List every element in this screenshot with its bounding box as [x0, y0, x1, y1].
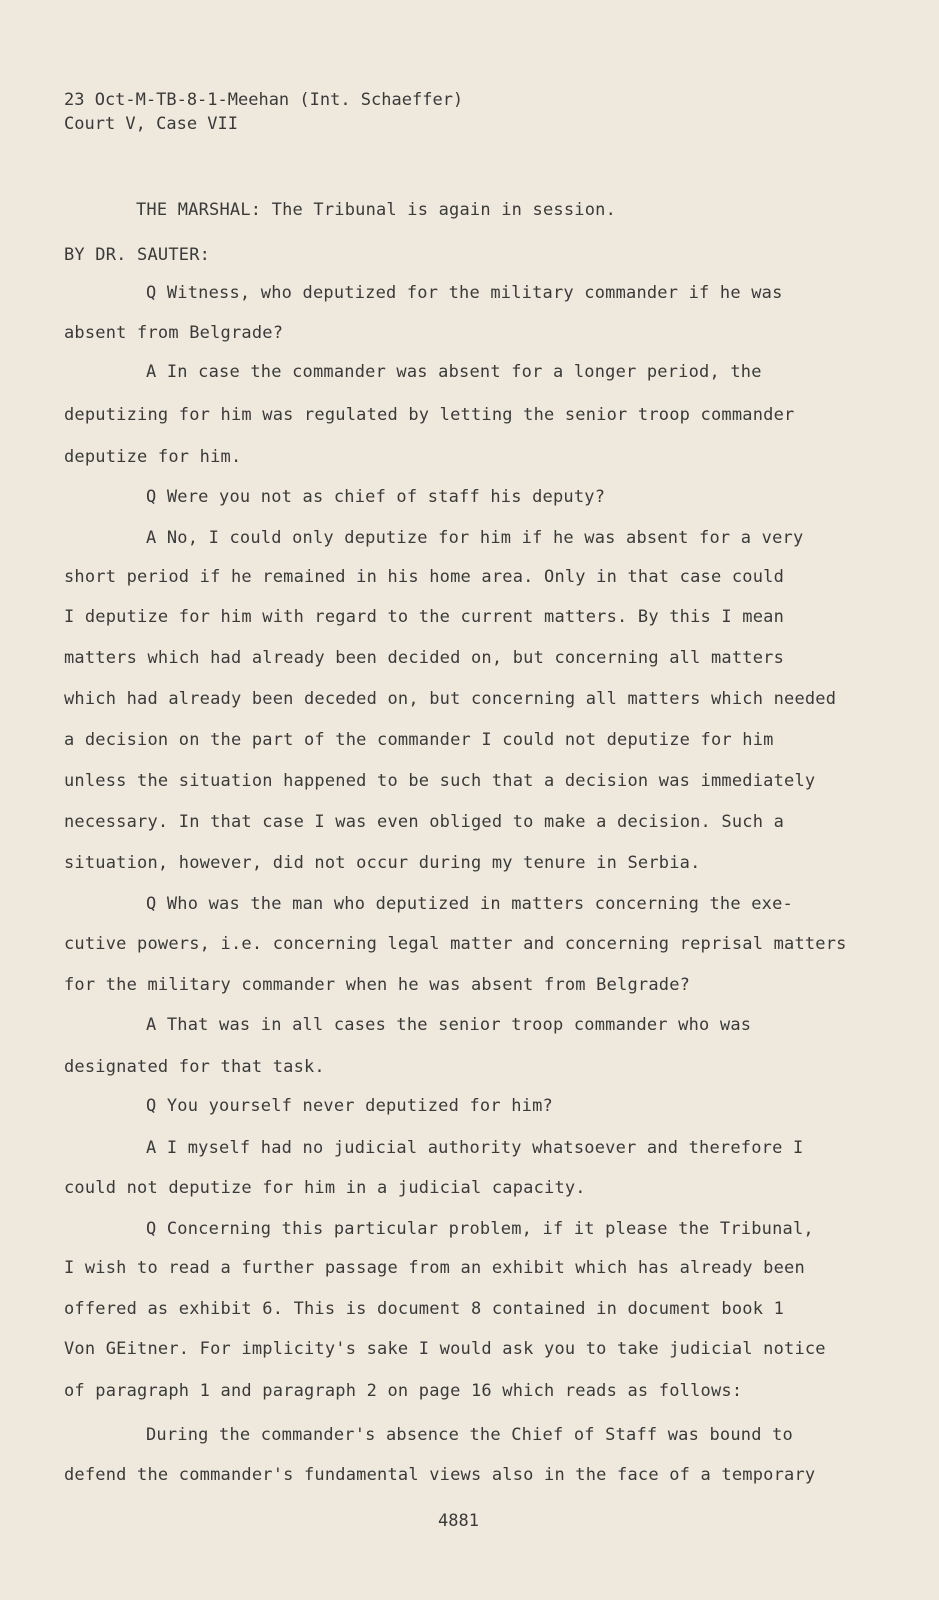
document-header [64, 88, 463, 136]
text-line: During the commander's absence the Chief of Staff was bound to [146, 1425, 793, 1445]
text-line: Q Witness, who deputized for the military commander if he was [146, 283, 783, 303]
text-line: I deputize for him with regard to the current matters. By this I mean [64, 607, 785, 627]
text-line: could not deputize for him in a judicial capacity. [64, 1178, 586, 1198]
text-line: I wish to read a further passage from an exhibit which has already been [64, 1258, 805, 1278]
text-line: A I myself had no judicial authority whatsoever and therefore I [146, 1138, 804, 1158]
text-line: a decision on the part of the commander I could not deputize for him [64, 730, 774, 750]
text-line: Von GEitner. For implicity's sake I would ask you to take judicial notice [64, 1339, 826, 1359]
text-line: situation, however, did not occur during my tenure in Serbia. [64, 853, 701, 873]
text-line: which had already been deceded on, but concerning all matters which needed [64, 689, 837, 709]
text-line: short period if he remained in his home area. Only in that case could [64, 567, 785, 587]
text-line: for the military commander when he was absent from Belgrade? [64, 975, 691, 995]
text-line: matters which had already been decided on, but concerning all matters [64, 648, 785, 668]
text-line: cutive powers, i.e. concerning legal matter and concerning reprisal matters [64, 934, 847, 954]
text-line: absent from Belgrade? [64, 323, 284, 343]
text-line: Q Were you not as chief of staff his deputy? [146, 487, 606, 507]
text-line: A No, I could only deputize for him if he was absent for a very [146, 528, 804, 548]
header-court-line: Court V, Case VII [64, 114, 238, 134]
text-line: Q Concerning this particular problem, if it please the Tribunal, [146, 1219, 814, 1239]
text-line: deputizing for him was regulated by letting the senior troop commander [64, 405, 795, 425]
text-line: of paragraph 1 and paragraph 2 on page 16 which reads as follows: [64, 1381, 743, 1401]
text-line: A That was in all cases the senior troop commander who was [146, 1015, 752, 1035]
text-line: deputize for him. [64, 447, 242, 467]
header-session-line: 23 Oct-M-TB-8-1-Meehan (Int. Schaeffer) [64, 90, 464, 110]
text-line: unless the situation happened to be such that a decision was immediately [64, 771, 816, 791]
text-line: A In case the commander was absent for a longer period, the [146, 362, 762, 382]
text-line: offered as exhibit 6. This is document 8 contained in document book 1 [64, 1299, 785, 1319]
text-line: necessary. In that case I was even obliged to make a decision. Such a [64, 812, 785, 832]
text-line: THE MARSHAL: The Tribunal is again in session. [136, 200, 617, 220]
page-number: 4881 [438, 1511, 479, 1531]
text-line: defend the commander's fundamental views also in the face of a temporary [64, 1465, 816, 1485]
text-line: designated for that task. [64, 1057, 325, 1077]
text-line: BY DR. SAUTER: [64, 245, 211, 265]
text-line: Q Who was the man who deputized in matters concerning the exe- [146, 894, 793, 914]
text-line: Q You yourself never deputized for him? [146, 1096, 553, 1116]
